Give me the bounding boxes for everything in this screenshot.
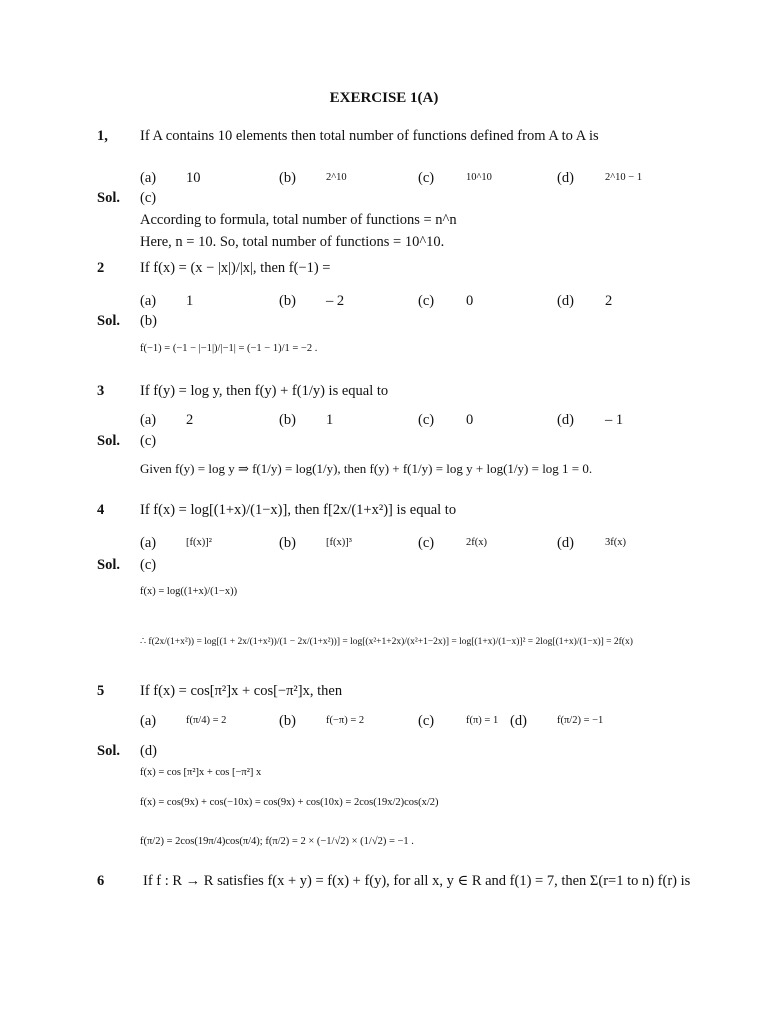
answer: (c) — [140, 433, 157, 449]
solution-label: Sol. — [97, 313, 120, 329]
question-text: If f(x) = cos[π²]x + cos[−π²]x, then — [140, 683, 343, 699]
answer: (c) — [140, 557, 157, 573]
option-label: (d) — [510, 713, 527, 729]
option-value: 2f(x) — [466, 537, 487, 548]
question-number: 5 — [97, 683, 105, 699]
question-number: 4 — [97, 502, 105, 518]
option-label: (a) — [140, 170, 157, 186]
option-label: (c) — [418, 293, 435, 309]
option-value: 2^10 − 1 — [605, 172, 643, 183]
option-value: f(π/4) = 2 — [186, 715, 227, 726]
option-label: (c) — [418, 412, 435, 428]
answer: (b) — [140, 313, 157, 329]
option-value: 10 — [186, 170, 201, 186]
option-value: 0 — [466, 412, 474, 428]
solution-label: Sol. — [97, 190, 120, 206]
option-value: f(−π) = 2 — [326, 715, 365, 726]
option-value: 3f(x) — [605, 537, 626, 548]
option-label: (c) — [418, 535, 435, 551]
question-text: If f(x) = log[(1+x)/(1−x)], then f[2x/(1+x²)] is equal to — [140, 502, 457, 518]
option-label: (d) — [557, 412, 574, 428]
option-value: f(π) = 1 — [466, 715, 499, 726]
option-value: f(π/2) = −1 — [557, 715, 604, 726]
option-value: 2^10 — [326, 172, 347, 183]
question-number: 3 — [97, 383, 105, 399]
question-number: 6 — [97, 873, 105, 889]
option-label: (d) — [557, 170, 574, 186]
option-label: (b) — [279, 412, 296, 428]
option-value: 1 — [326, 412, 334, 428]
option-label: (d) — [557, 535, 574, 551]
exercise-title: EXERCISE 1(A) — [329, 90, 439, 106]
answer: (d) — [140, 743, 157, 759]
option-label: (c) — [418, 713, 435, 729]
question-text: If A contains 10 elements then total number of functions defined from A to A is — [140, 128, 599, 144]
option-value: [f(x)]² — [186, 537, 212, 548]
question-number: 1, — [97, 128, 108, 144]
option-label: (b) — [279, 535, 296, 551]
question-number: 2 — [97, 260, 105, 276]
option-label: (a) — [140, 713, 157, 729]
option-value: [f(x)]³ — [326, 537, 352, 548]
question-text: If f(y) = log y, then f(y) + f(1/y) is equal to — [140, 383, 389, 399]
option-label: (a) — [140, 293, 157, 309]
question-text: If f(x) = (x − |x|)/|x|, then f(−1) = — [140, 260, 331, 276]
option-label: (c) — [418, 170, 435, 186]
option-label: (b) — [279, 713, 296, 729]
solution-line: According to formula, total number of functions = n^n — [140, 212, 457, 228]
option-value: 0 — [466, 293, 474, 309]
solution-line: f(x) = cos(9x) + cos(−10x) = cos(9x) + cos(10x) = 2cos(19x/2)cos(x/2) — [140, 797, 439, 808]
option-value: 2 — [186, 412, 194, 428]
solution-line: f(x) = log((1+x)/(1−x)) — [140, 586, 238, 597]
solution-line: Here, n = 10. So, total number of functions = 10^10. — [140, 234, 445, 250]
option-label: (b) — [279, 170, 296, 186]
solution-line: f(π/2) = 2cos(19π/4)cos(π/4); f(π/2) = 2 × (−1/√2) × (1/√2) = −1 . — [140, 836, 414, 847]
option-value: 2 — [605, 293, 613, 309]
option-label: (a) — [140, 535, 157, 551]
solution-line: ∴ f(2x/(1+x²)) = log[(1 + 2x/(1+x²))/(1 − 2x/(1+x²))] = log[(x²+1+2x)/(x²+1−2x)] = log[(1+x)/(1−x)]² = 2log[(1+x)/(1−x)] = 2f(x) — [140, 637, 633, 647]
option-value: 10^10 — [466, 172, 492, 183]
solution-line: f(−1) = (−1 − |−1|)/|−1| = (−1 − 1)/1 = −2 . — [140, 343, 318, 354]
solution-label: Sol. — [97, 557, 120, 573]
option-label: (a) — [140, 412, 157, 428]
option-value: 1 — [186, 293, 194, 309]
solution-line: Given f(y) = log y ⇒ f(1/y) = log(1/y), then f(y) + f(1/y) = log y + log(1/y) = log 1 = 0. — [140, 461, 593, 476]
solution-label: Sol. — [97, 743, 120, 759]
option-label: (d) — [557, 293, 574, 309]
solution-label: Sol. — [97, 433, 120, 449]
solution-line: f(x) = cos [π²]x + cos [−π²] x — [140, 767, 262, 778]
question-text: If f : R → R satisfies f(x + y) = f(x) + f(y), for all x, y ∈ R and f(1) = 7, then Σ(r=1 to n) f(r) is — [143, 873, 691, 889]
option-value: – 2 — [326, 293, 345, 309]
option-label: (b) — [279, 293, 296, 309]
answer: (c) — [140, 190, 157, 206]
option-value: – 1 — [605, 412, 624, 428]
